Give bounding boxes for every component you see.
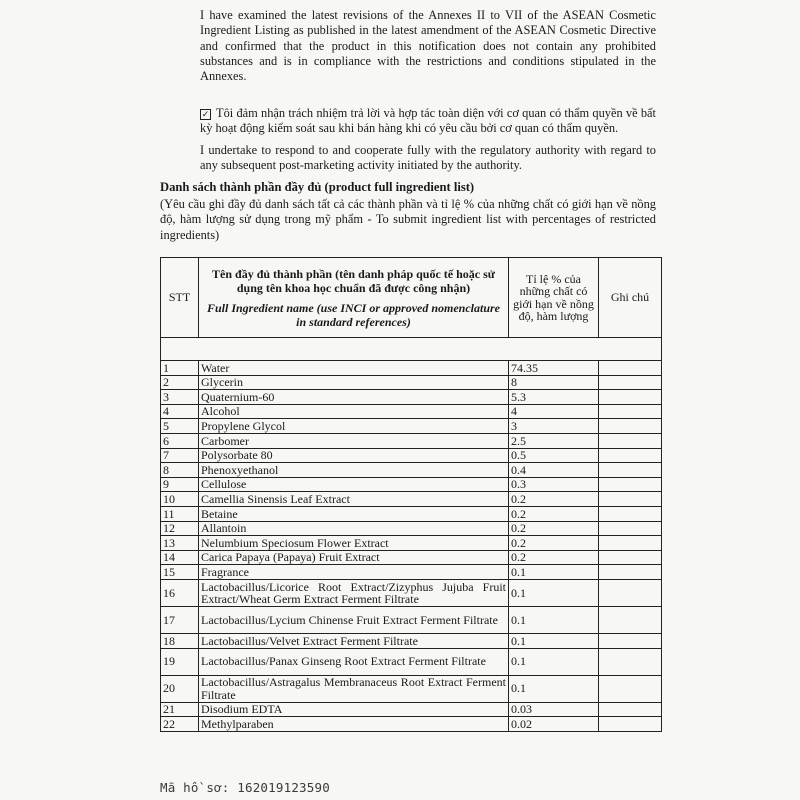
row-stt: 1 — [161, 361, 199, 376]
row-note — [599, 404, 662, 419]
row-ingredient-name: Carica Papaya (Papaya) Fruit Extract — [199, 550, 509, 565]
table-row — [161, 565, 662, 580]
ingredient-list-title: Danh sách thành phần đầy đủ (product full ingredient list) — [160, 180, 475, 194]
row-ingredient-name: Phenoxyethanol — [199, 463, 509, 478]
row-ingredient-name: Lactobacillus/Licorice Root Extract/Zizyphus Jujuba Fruit Extract/Wheat Germ Extract Ferment Filtrate — [199, 579, 509, 606]
row-stt: 4 — [161, 404, 199, 419]
row-ingredient-name: Camellia Sinensis Leaf Extract — [199, 492, 509, 507]
row-note — [599, 579, 662, 606]
row-note — [599, 375, 662, 390]
row-note — [599, 361, 662, 376]
row-stt: 18 — [161, 633, 199, 648]
row-stt: 22 — [161, 717, 199, 732]
row-ingredient-name: Lactobacillus/Panax Ginseng Root Extract Ferment Filtrate — [199, 648, 509, 675]
row-ingredient-name: Polysorbate 80 — [199, 448, 509, 463]
row-ratio: 0.3 — [509, 477, 599, 492]
table-row — [161, 492, 662, 507]
row-note — [599, 565, 662, 580]
table-row — [161, 506, 662, 521]
row-ratio: 0.1 — [509, 565, 599, 580]
row-stt: 10 — [161, 492, 199, 507]
table-row — [161, 433, 662, 448]
table-row — [161, 477, 662, 492]
row-ratio: 0.4 — [509, 463, 599, 478]
row-ratio: 2.5 — [509, 433, 599, 448]
row-ratio: 0.2 — [509, 550, 599, 565]
row-ratio: 8 — [509, 375, 599, 390]
row-note — [599, 419, 662, 434]
row-note — [599, 521, 662, 536]
table-row — [161, 702, 662, 717]
row-note — [599, 506, 662, 521]
ingredient-list-instruction: (Yêu cầu ghi đầy đủ danh sách tất cả các thành phần và tỉ lệ % của những chất có giới hạn về nồng độ, hàm lượng sử dụng trong mỹ phẩm - To submit ingredient list with percentages of restricted ingredients) — [160, 197, 656, 242]
row-ingredient-name: Lactobacillus/Lycium Chinense Fruit Extract Ferment Filtrate — [199, 606, 509, 633]
row-ratio: 0.5 — [509, 448, 599, 463]
row-stt: 9 — [161, 477, 199, 492]
row-ingredient-name: Disodium EDTA — [199, 702, 509, 717]
row-stt: 6 — [161, 433, 199, 448]
row-ingredient-name: Carbomer — [199, 433, 509, 448]
table-row — [161, 463, 662, 478]
row-stt: 14 — [161, 550, 199, 565]
commitment-vietnamese — [200, 106, 656, 137]
table-row — [161, 419, 662, 434]
row-ingredient-name: Lactobacillus/Velvet Extract Ferment Filtrate — [199, 633, 509, 648]
row-note — [599, 477, 662, 492]
row-ratio: 4 — [509, 404, 599, 419]
row-note — [599, 550, 662, 565]
record-code: Mã hồ sơ: 162019123590 — [160, 780, 330, 795]
row-stt: 8 — [161, 463, 199, 478]
table-header-row — [161, 258, 662, 338]
header-note: Ghi chú — [599, 258, 662, 338]
table-row — [161, 448, 662, 463]
row-ratio: 0.2 — [509, 506, 599, 521]
ingredient-table — [160, 257, 662, 732]
row-note — [599, 492, 662, 507]
row-ingredient-name: Glycerin — [199, 375, 509, 390]
row-note — [599, 675, 662, 702]
row-ratio: 5.3 — [509, 390, 599, 405]
row-stt: 5 — [161, 419, 199, 434]
table-row — [161, 717, 662, 732]
row-stt: 11 — [161, 506, 199, 521]
row-ingredient-name: Alcohol — [199, 404, 509, 419]
row-ingredient-name: Methylparaben — [199, 717, 509, 732]
row-ingredient-name: Lactobacillus/Astragalus Membranaceus Root Extract Ferment Filtrate — [199, 675, 509, 702]
row-stt: 21 — [161, 702, 199, 717]
header-name-en: Full Ingredient name (use INCI or approved nomenclature in standard references) — [206, 300, 501, 329]
row-ratio: 0.1 — [509, 648, 599, 675]
table-row — [161, 675, 662, 702]
table-row — [161, 390, 662, 405]
row-note — [599, 633, 662, 648]
row-stt: 20 — [161, 675, 199, 702]
row-ratio: 0.02 — [509, 717, 599, 732]
row-note — [599, 463, 662, 478]
row-ingredient-name: Water — [199, 361, 509, 376]
header-stt: STT — [161, 258, 199, 338]
row-note — [599, 390, 662, 405]
row-ratio: 0.1 — [509, 606, 599, 633]
table-row — [161, 606, 662, 633]
table-row — [161, 521, 662, 536]
row-note — [599, 433, 662, 448]
header-name-vi: Tên đầy đủ thành phần (tên danh pháp quốc tế hoặc sử dụng tên khoa học chuẩn đã được công nhận) — [212, 266, 495, 295]
header-ratio: Tỉ lệ % của những chất có giới hạn về nồng độ, hàm lượng — [509, 258, 599, 338]
ingredient-table-body — [161, 338, 662, 732]
table-row — [161, 375, 662, 390]
row-ratio: 0.1 — [509, 633, 599, 648]
row-ratio: 74.35 — [509, 361, 599, 376]
table-row — [161, 404, 662, 419]
row-note — [599, 702, 662, 717]
row-note — [599, 536, 662, 551]
row-ingredient-name: Quaternium-60 — [199, 390, 509, 405]
row-ingredient-name: Cellulose — [199, 477, 509, 492]
table-row — [161, 579, 662, 606]
row-stt: 13 — [161, 536, 199, 551]
table-row — [161, 633, 662, 648]
commitment-english: I undertake to respond to and cooperate fully with the regulatory authority with regard to any subsequent post-marketing activity initiated by the authority. — [200, 143, 656, 173]
row-stt: 7 — [161, 448, 199, 463]
table-row — [161, 361, 662, 376]
row-note — [599, 606, 662, 633]
row-ingredient-name: Propylene Glycol — [199, 419, 509, 434]
row-stt: 15 — [161, 565, 199, 580]
row-stt: 2 — [161, 375, 199, 390]
row-ratio: 0.1 — [509, 675, 599, 702]
table-blank-row — [161, 338, 662, 361]
row-note — [599, 448, 662, 463]
row-ingredient-name: Betaine — [199, 506, 509, 521]
row-stt: 16 — [161, 579, 199, 606]
row-ratio: 3 — [509, 419, 599, 434]
row-ingredient-name: Nelumbium Speciosum Flower Extract — [199, 536, 509, 551]
commitment-vi-text: Tôi đảm nhận trách nhiệm trả lời và hợp tác toàn diện với cơ quan có thẩm quyền về bất kỳ hoạt động kiểm soát sau khi bán hàng khi có yêu cầu bởi cơ quan có thẩm quyền. — [200, 106, 656, 136]
row-note — [599, 717, 662, 732]
row-note — [599, 648, 662, 675]
row-stt: 19 — [161, 648, 199, 675]
asean-compliance-statement: I have examined the latest revisions of the Annexes II to VII of the ASEAN Cosmetic Ingredient Listing as published in the latest amendment of the ASEAN Cosmetic Directive and confirmed that the product in this notification does not contain any prohibited substances and is in compliance with the restrictions and conditions stipulated in the Annexes. — [200, 8, 656, 84]
row-ratio: 0.2 — [509, 492, 599, 507]
row-ratio: 0.1 — [509, 579, 599, 606]
row-ingredient-name: Fragrance — [199, 565, 509, 580]
row-ratio: 0.03 — [509, 702, 599, 717]
header-ingredient-name — [199, 258, 509, 338]
row-stt: 12 — [161, 521, 199, 536]
row-ratio: 0.2 — [509, 521, 599, 536]
row-ratio: 0.2 — [509, 536, 599, 551]
table-row — [161, 550, 662, 565]
row-stt: 3 — [161, 390, 199, 405]
checkbox-checked-icon: ✓ — [201, 109, 210, 119]
table-row — [161, 536, 662, 551]
table-row — [161, 648, 662, 675]
row-ingredient-name: Allantoin — [199, 521, 509, 536]
row-stt: 17 — [161, 606, 199, 633]
